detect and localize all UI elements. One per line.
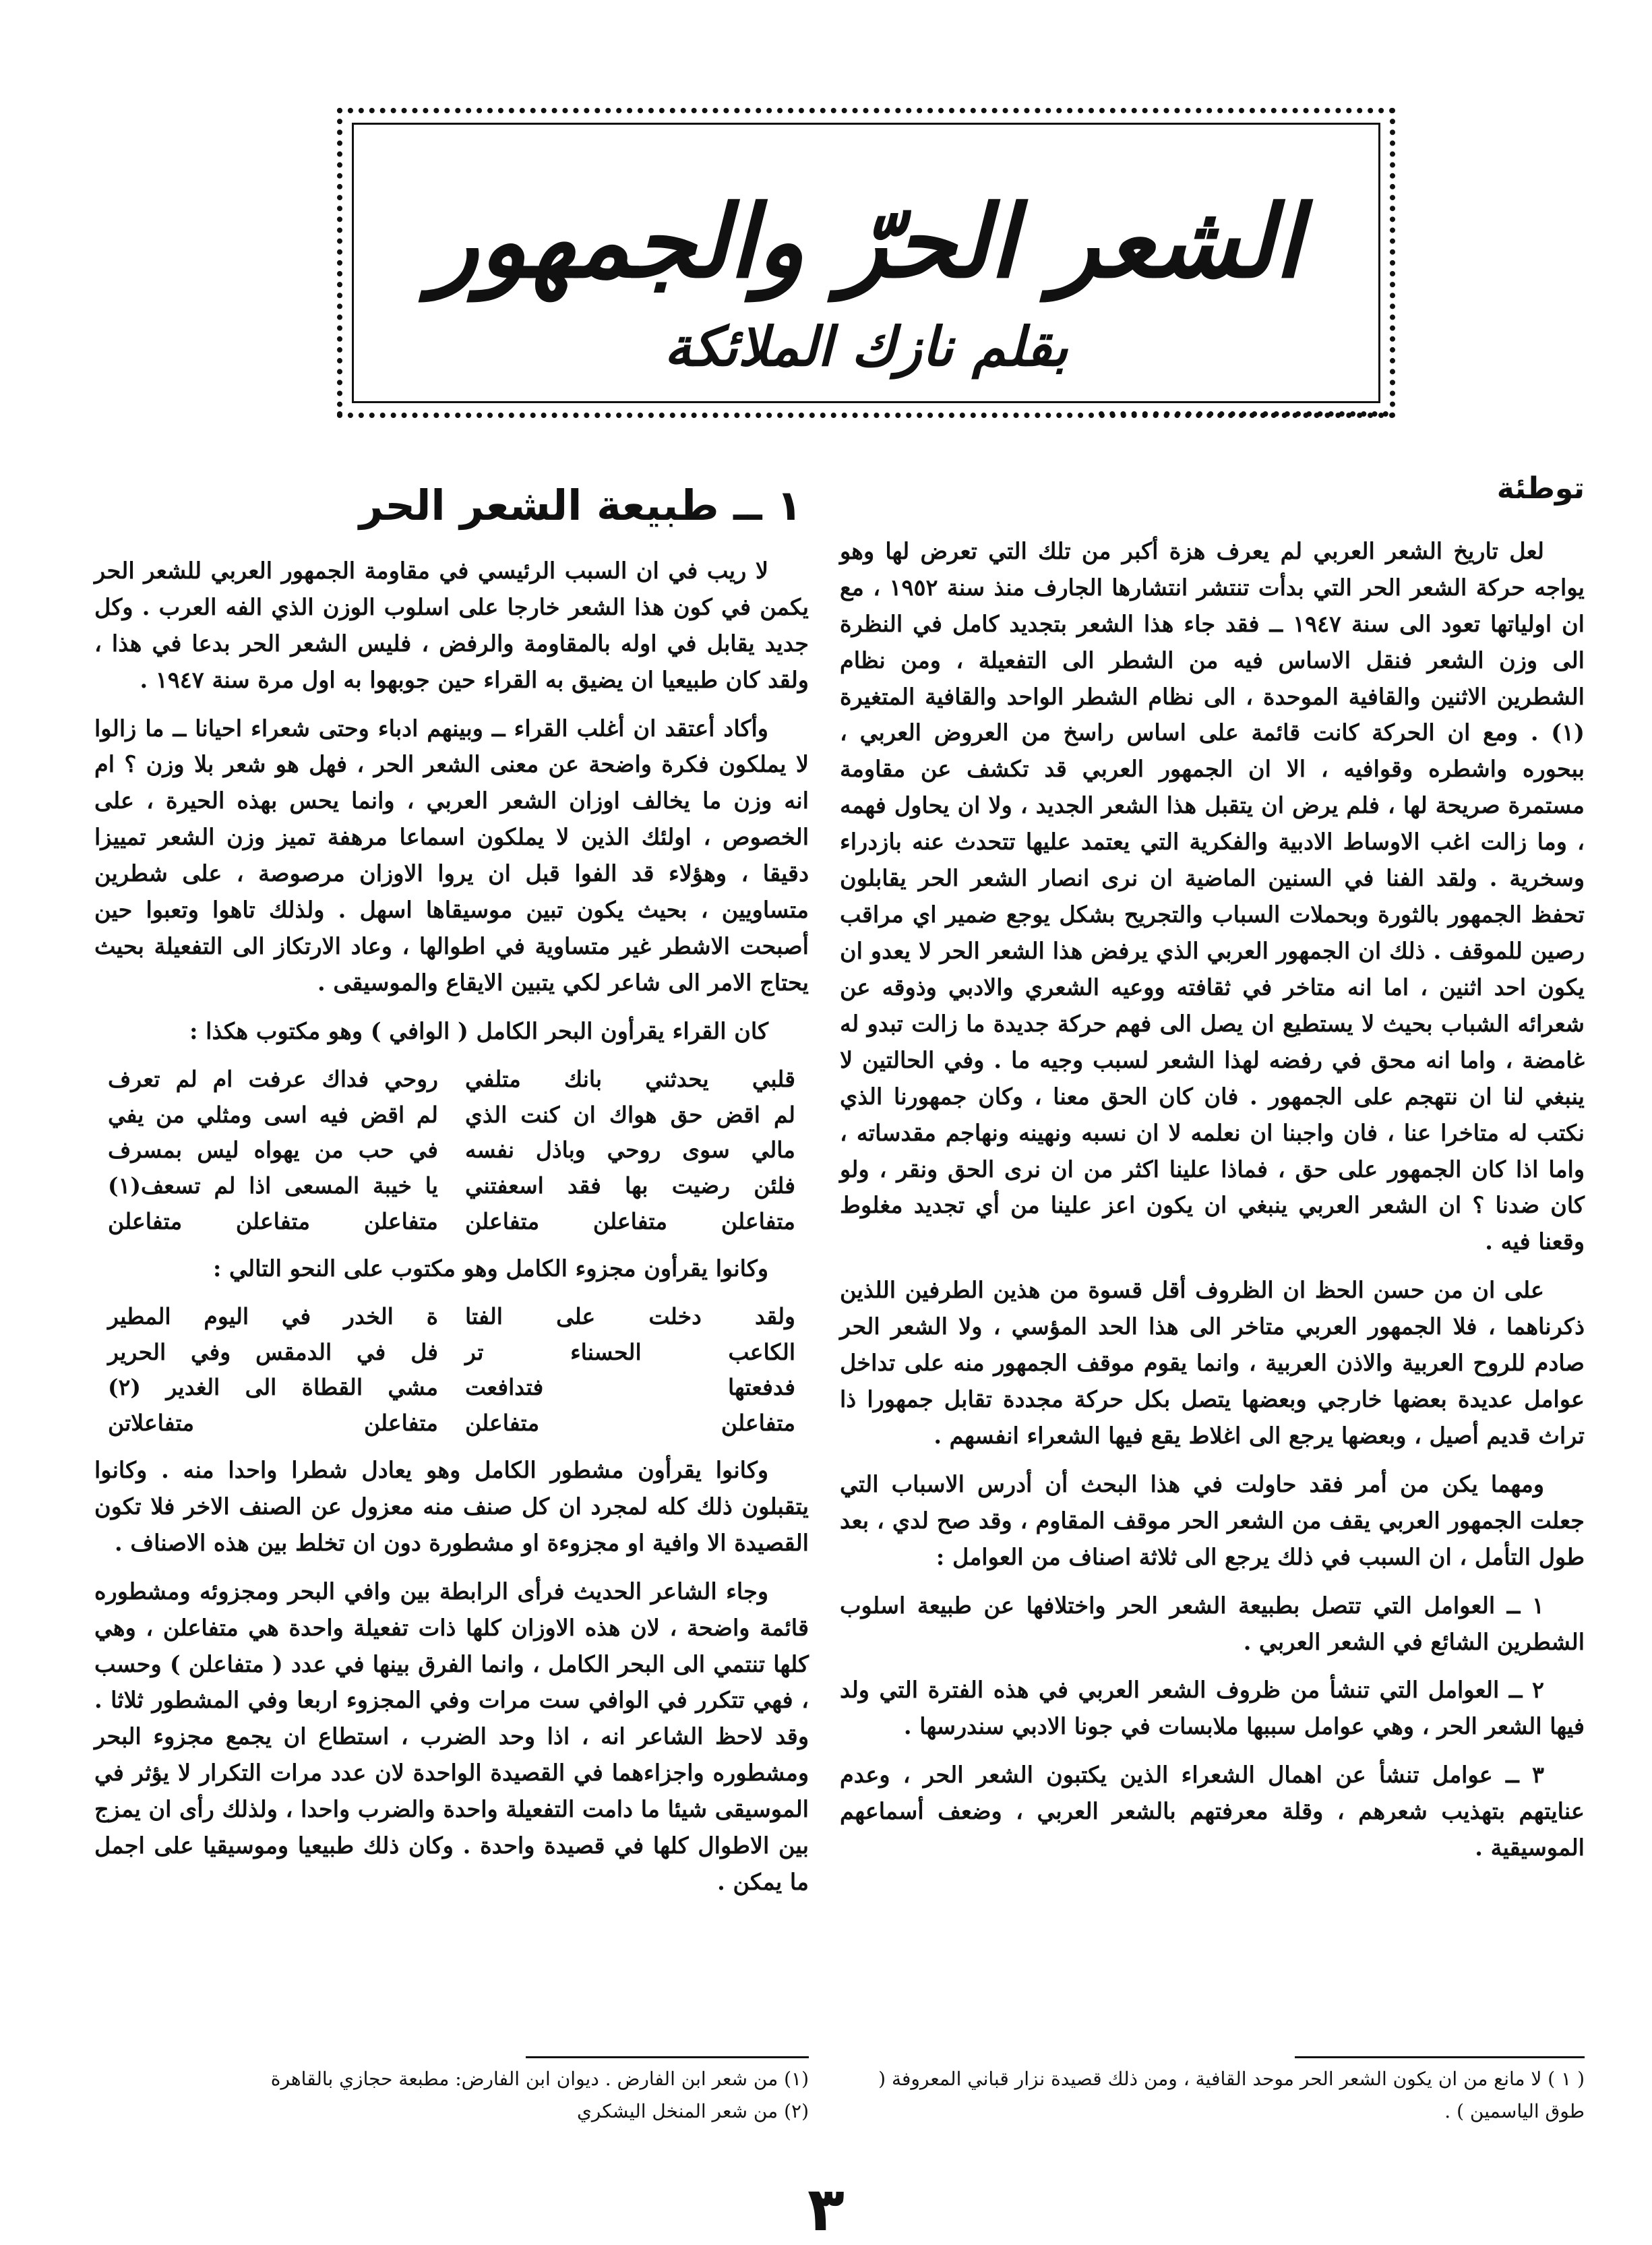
verse-line: [108, 1098, 795, 1133]
section-1-paragraph-1: لا ريب في ان السبب الرئيسي في مقاومة الجمهور العربي للشعر الحر يكمن في كون هذا الشعر خارجا على اسلوب الوزن الذي الفه العرب . وكل جديد يقابل في اوله بالمقاومة والرفض ، فليس الشعر الحر بدعا في هذا ، ولقد كان طبيعيا ان يضيق به القراء حين جوبهوا به اول مرة سنة ١٩٤٧ .: [94, 557, 809, 693]
frame-extension-right: [1099, 411, 1388, 422]
verse-hemistich: فدفعتها فتدافعت: [465, 1374, 795, 1401]
verse-line: [108, 1335, 795, 1371]
author-byline: بقلم نازك الملائكة: [664, 316, 1068, 378]
verse-hemistich: روحي فداك عرفت ام لم تعرف: [108, 1065, 438, 1092]
intro-paragraph-2: على ان من حسن الحظ ان الظروف أقل قسوة من هذين الطرفين اللذين ذكرناهما ، فلا الجمهور العربي متاخر الى هذا الحد المؤسي ، ولا الشعر الحر صادم للروح العربية والاذن العربية ، وانما يقوم موقف الجمهور منه على تداخل عوامل عديدة بعضها خارجي وبعضها يتصل بكل حركة مجددة تقابل جمهورا ذا تراث قديم أصيل ، وبعضها يرجع الى اغلاط يقع فيها الشعراء انفسهم .: [840, 1277, 1585, 1449]
section-1-heading: ١ ــ طبيعة الشعر الحر: [359, 481, 802, 530]
section-1-column: [94, 472, 809, 1913]
factor-item-2: ٢ ــ العوامل التي تنشأ من ظروف الشعر العربي في هذه الفترة التي ولد فيها الشعر الحر ، وهي عوامل سببها ملابسات في جونا الادبي سندرسها .: [840, 1677, 1585, 1740]
verse-line: [108, 1133, 795, 1168]
article-title: الشعر الحرّ والجمهور: [430, 184, 1302, 300]
verse-line: [108, 1062, 795, 1098]
verse-hemistich: لم اقض فيه اسى ومثلي من يفي: [108, 1101, 438, 1128]
verse-hemistich: فل في الدمقس وفي الحرير: [108, 1338, 438, 1365]
footnote-rule-left: [526, 2056, 809, 2058]
verse-hemistich: متفاعلن متفاعلاتن: [108, 1410, 438, 1437]
verse-hemistich: متفاعلن متفاعلن متفاعلن: [465, 1207, 795, 1234]
section-1-paragraph-2: وأكاد أعتقد ان أغلب القراء ــ وبينهم ادباء وحتى شعراء احيانا ــ ما زالوا لا يملكون فكرة واضحة عن معنى الشعر الحر ، فهل هو شعر بلا وزن ؟ ام انه وزن ما يخالف اوزان الشعر العربي ، وانما يحس بهذه الحيرة ، على الخصوص ، اولئك الذين لا يملكون اسماعا مرهفة تميز وزن الشعر تمييزا دقيقا ، وهؤلاء قد الفوا قبل ان يروا الاوزان مرصوصة ، على شطرين متساويين ، بحيث يكون تبين موسيقاها اسهل . ولذلك تاهوا وتعبوا حين أصبحت الاشطر غير متساوية في اطوالها ، وعاد الارتكاز الى التفعيلة بحيث يحتاج الامر الى شاعر لكي يتبين الايقاع والموسيقى .: [94, 715, 809, 996]
meter-scansion: [108, 1406, 795, 1441]
frame-extension-left: [337, 411, 344, 422]
verse-hemistich: مشي القطاة الى الغدير (٢): [108, 1374, 438, 1401]
footnote-rule-right: [1295, 2056, 1585, 2058]
verse-hemistich: لم اقض حق هواك ان كنت الذي: [465, 1101, 795, 1128]
section-1-paragraph-3: كان القراء يقرأون البحر الكامل ( الوافي ) وهو مكتوب هكذا :: [189, 1017, 768, 1044]
verse-block-majzu: [108, 1299, 795, 1441]
verse-line: [108, 1370, 795, 1406]
verse-hemistich: في حب من يهواه ليس بمسرف: [108, 1137, 438, 1164]
footnote-2: (٢) من شعر المنخل اليشكري: [576, 2099, 809, 2122]
verse-hemistich: يا خيبة المسعى اذا لم تسعف(١): [108, 1172, 438, 1199]
verse-hemistich: قلبي يحدثني بانك متلفي: [465, 1065, 795, 1092]
verse-hemistich: ة الخدر في اليوم المطير: [108, 1303, 438, 1329]
factor-item-3: ٣ ــ عوامل تنشأ عن اهمال الشعراء الذين يكتبون الشعر الحر ، وعدم عنايتهم بتهذيب شعرهم ، وقلة معرفتهم بالشعر العربي ، وضعف أسماعهم الموسيقية .: [840, 1762, 1585, 1861]
verse-hemistich: متفاعلن متفاعلن: [465, 1410, 795, 1437]
intro-paragraph-3: ومهما يكن من أمر فقد حاولت في هذا البحث أن أدرس الاسباب التي جعلت الجمهور العربي يقف من الشعر الحر موقف المقاوم ، وقد صح لدي ، بعد طول التأمل ، ان السبب في ذلك يرجع الى ثلاثة اصناف من العوامل :: [840, 1470, 1585, 1570]
intro-heading: توطئة: [1496, 471, 1585, 506]
title-frame: [337, 108, 1395, 418]
factor-item-1: ١ ــ العوامل التي تتصل بطبيعة الشعر الحر واختلافها عن طبيعة اسلوب الشطرين الشائع في الشعر العربي .: [840, 1592, 1585, 1655]
footnotes-section-1: [94, 2063, 809, 2127]
meter-scansion: [108, 1204, 795, 1240]
intro-paragraph-1: لعل تاريخ الشعر العربي لم يعرف هزة أكبر من تلك التي تعرض لها وهو يواجه حركة الشعر الحر التي بدأت تنتشر انتشارها الجارف منذ سنة ١٩٥٢ ، مع ان اولياتها تعود الى سنة ١٩٤٧ ــ فقد جاء هذا الشعر بتجديد كامل في النظرة الى وزن الشعر فنقل الاساس فيه من الشطر الى التفعيلة ، ومن نظام الشطرين الاثنين والقافية الموحدة ، الى نظام الشطر الواحد والقافية المتغيرة (١) . ومع ان الحركة كانت قائمة على اساس راسخ من العروض العربي ، ببحوره واشطره وقوافيه ، الا ان الجمهور العربي قد تكشف عن مقاومة مستمرة صريحة لها ، فلم يرض ان يتقبل هذا الشعر الجديد ، ولا ان يحاول فهمه ، وما زالت اغب الاوساط الادبية والفكرية التي يعتمد عليها تتحدث عنه بازدراء وسخرية . ولقد الفنا في السنين الماضية ان نرى انصار الشعر الحر يقابلون تحفظ الجمهور بالثورة وبحملات السباب والتجريح بشكل يوجع ضمير اي مراقب رصين للموقف . ذلك ان الجمهور العربي الذي يرفض هذا الشعر الحر لا يعدو ان يكون احد اثنين ، اما انه متاخر في ثقافته ووعيه الشعري والادبي وذوقه عن شعرائه الشباب بحيث لا يستطيع ان يصل الى فهم حركة جديدة ما زالت تبدو له غامضة ، واما انه محق في رفضه لهذا الشعر لسبب وجيه ما . وفي الحالتين لا ينبغي لنا ان نتهجم على الجمهور . فان كان الحق معنا ، وكان جمهورنا الذي نكتب له متاخرا عنا ، فان واجبنا ان نعلمه لا ان نسبه ونهينه ونهاجم مقدساته ، واما اذا كان الجمهور على حق ، فماذا علينا اكثر من ان نرى الحق ونقر ، ولو كان ضدنا ؟ ان الشعر العربي ينبغي ان يكون اعز علينا من أي تجديد مغلوط وقعنا فيه .: [840, 537, 1585, 1255]
section-1-mid-paragraph: وكانوا يقرأون مجزوء الكامل وهو مكتوب على النحو التالي :: [212, 1255, 768, 1282]
verse-hemistich: فلئن رضيت بها فقد اسعفتني: [465, 1172, 795, 1199]
verse-line: [108, 1299, 795, 1335]
verse-hemistich: ولقد دخلت على الفتا: [465, 1303, 795, 1329]
verse-line: [108, 1168, 795, 1204]
page-number: ٣: [807, 2174, 845, 2245]
verse-hemistich: الكاعب الحسناء تر: [465, 1338, 795, 1365]
section-1-paragraph-5: وجاء الشاعر الحديث فرأى الرابطة بين وافي البحر ومجزوئه ومشطوره قائمة واضحة ، لان هذه الاوزان كلها ذات تفعيلة واحدة هي متفاعلن ، وهي كلها تنتمي الى البحر الكامل ، وانما الفرق بينها في عدد ( متفاعلن ) وحسب ، فهي تتكرر في الوافي ست مرات وفي المجزوء اربعا وفي المشطور ثلاثا . وقد لاحظ الشاعر انه ، اذا وحد الضرب ، استطاع ان يجمع مجزوء البحر ومشطوره واجزاءهما في القصيدة الواحدة لان عدد مرات التكرار لا يؤثر في الموسيقى شيئا ما دامت التفعيلة واحدة والضرب واحدا ، ولذلك رأى ان يمزج بين الاطوال كلها في قصيدة واحدة . وكان ذلك طبيعيا وموسيقيا على اجمل ما يمكن .: [94, 1578, 809, 1896]
intro-column: [840, 465, 1585, 1878]
verse-block-kamil: [108, 1062, 795, 1240]
footnote-intro: ( ١ ) لا مانع من ان يكون الشعر الحر موحد القافية ، ومن ذلك قصيدة نزار قباني المعروفة ( طوق الياسمين ) .: [878, 2068, 1585, 2122]
footnote-1: (١) من شعر ابن الفارض . ديوان ابن الفارض: مطبعة حجازي بالقاهرة: [270, 2068, 809, 2090]
verse-hemistich: متفاعلن متفاعلن متفاعلن: [108, 1207, 438, 1234]
section-1-paragraph-4: وكانوا يقرأون مشطور الكامل وهو يعادل شطرا واحدا منه . وكانوا يتقبلون ذلك كله لمجرد ان كل صنف منه معزول عن الصنف الاخر فلا تكون القصيدة الا وافية او مجزوءة او مشطورة دون ان تخلط بين هذه الاصناف .: [94, 1456, 809, 1556]
verse-hemistich: مالي سوى روحي وباذل نفسه: [465, 1137, 795, 1164]
